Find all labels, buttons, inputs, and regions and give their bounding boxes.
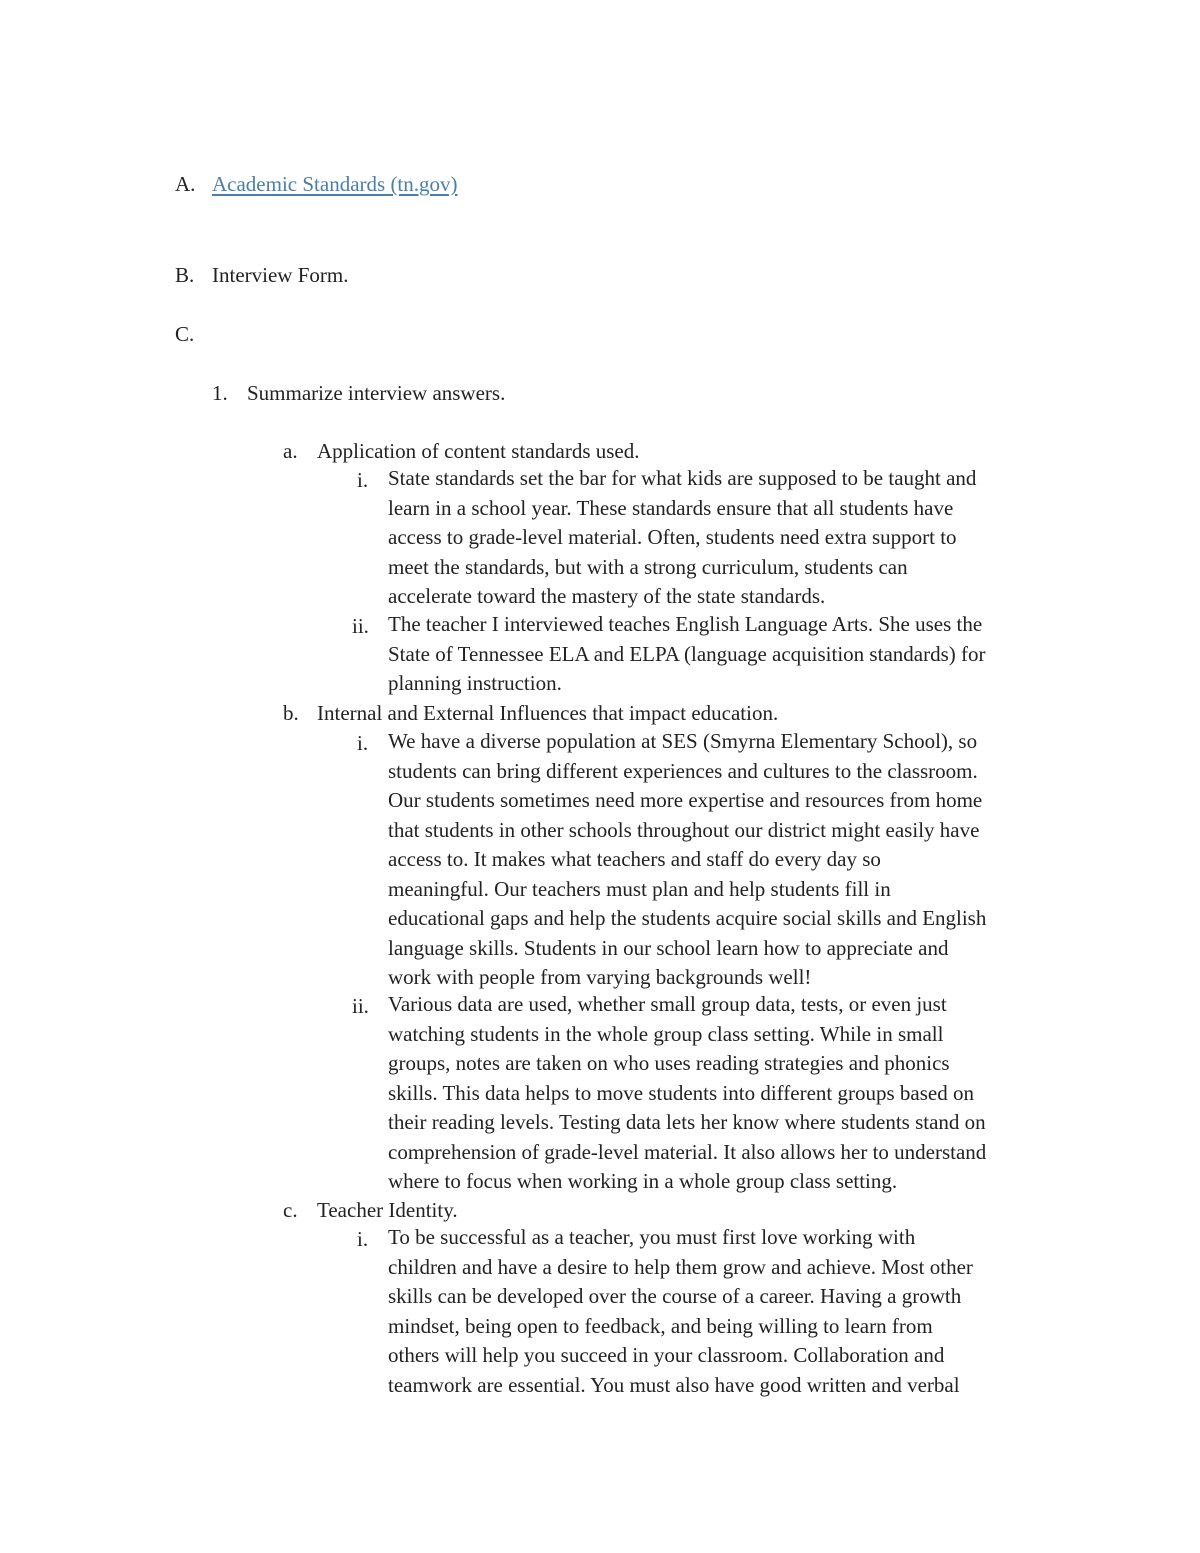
text-line: skills. This data helps to move students into different groups based on — [388, 1080, 974, 1105]
text-line: access to. It makes what teachers and staff do every day so — [388, 847, 881, 871]
outline-marker-a: A. — [175, 172, 196, 196]
text-line: children and have a desire to help them grow and achieve. Most other — [388, 1254, 973, 1279]
text-line: We have a diverse population at SES (Smyrna Elementary School), so — [388, 729, 978, 753]
text-line: watching students in the whole group class setting. While in small — [388, 1021, 944, 1046]
roman-marker-b-ii: ii. — [352, 994, 369, 1018]
text-line: Our students sometimes need more expertise and resources from home — [388, 788, 983, 812]
letter-marker-b: b. — [283, 701, 299, 725]
subheading-influences: Internal and External Influences that impact education. — [317, 701, 779, 725]
text-line: others will help you succeed in your classroom. Collaboration and — [388, 1343, 945, 1367]
text-line: learn in a school year. These standards ensure that all students have — [388, 495, 954, 520]
paragraph-b-ii — [388, 990, 1078, 1197]
text-line: their reading levels. Testing data lets her know where students stand on — [388, 1110, 986, 1134]
academic-standards-link[interactable]: Academic Standards (tn.gov) — [212, 172, 458, 196]
text-line: accelerate toward the mastery of the state standards. — [388, 584, 826, 608]
text-line: State of Tennessee ELA and ELPA (language acquisition standards) for — [388, 641, 986, 666]
text-line: work with people from varying backgrounds well! — [388, 965, 812, 989]
text-line: where to focus when working in a whole group class setting. — [388, 1169, 898, 1193]
text-line: mindset, being open to feedback, and being willing to learn from — [388, 1313, 933, 1338]
roman-marker-a-i: i. — [357, 468, 369, 492]
text-line: Various data are used, whether small group data, tests, or even just — [388, 992, 947, 1016]
text-line: meet the standards, but with a strong curriculum, students can — [388, 554, 908, 579]
text-line: meaningful. Our teachers must plan and help students fill in — [388, 876, 891, 901]
letter-marker-c: c. — [283, 1198, 298, 1222]
text-line: skills can be developed over the course of a career. Having a growth — [388, 1284, 962, 1308]
text-line: To be successful as a teacher, you must first love working with — [388, 1225, 916, 1249]
text-line: planning instruction. — [388, 671, 562, 695]
subheading-teacher-identity: Teacher Identity. — [317, 1198, 458, 1222]
text-line: The teacher I interviewed teaches English Language Arts. She uses the — [388, 612, 983, 636]
outline-marker-c: C. — [175, 322, 195, 346]
subheading-application-of-standards: Application of content standards used. — [317, 439, 640, 463]
summarize-heading: Summarize interview answers. — [247, 381, 506, 405]
letter-marker-a: a. — [283, 439, 298, 463]
text-line: educational gaps and help the students acquire social skills and English — [388, 906, 987, 930]
roman-marker-a-ii: ii. — [352, 614, 369, 638]
text-line: teamwork are essential. You must also have good written and verbal — [388, 1372, 960, 1397]
roman-marker-b-i: i. — [357, 731, 369, 755]
text-line: access to grade-level material. Often, students need extra support to — [388, 525, 957, 549]
paragraph-b-i — [388, 727, 1078, 993]
paragraph-a-i — [388, 464, 1078, 612]
roman-marker-c-i: i. — [357, 1227, 369, 1251]
paragraph-a-ii — [388, 610, 1078, 699]
text-line: language skills. Students in our school learn how to appreciate and — [388, 935, 949, 960]
text-line: students can bring different experiences and cultures to the classroom. — [388, 758, 978, 783]
text-line: State standards set the bar for what kids are supposed to be taught and — [388, 466, 977, 490]
outline-marker-b: B. — [175, 263, 195, 287]
paragraph-c-i — [388, 1223, 1078, 1400]
interview-form-label: Interview Form. — [212, 263, 349, 287]
text-line: groups, notes are taken on who uses reading strategies and phonics — [388, 1051, 950, 1075]
text-line: that students in other schools throughout our district might easily have — [388, 817, 980, 842]
text-line: comprehension of grade-level material. It also allows her to understand — [388, 1139, 987, 1164]
numbered-marker-1: 1. — [212, 381, 228, 405]
